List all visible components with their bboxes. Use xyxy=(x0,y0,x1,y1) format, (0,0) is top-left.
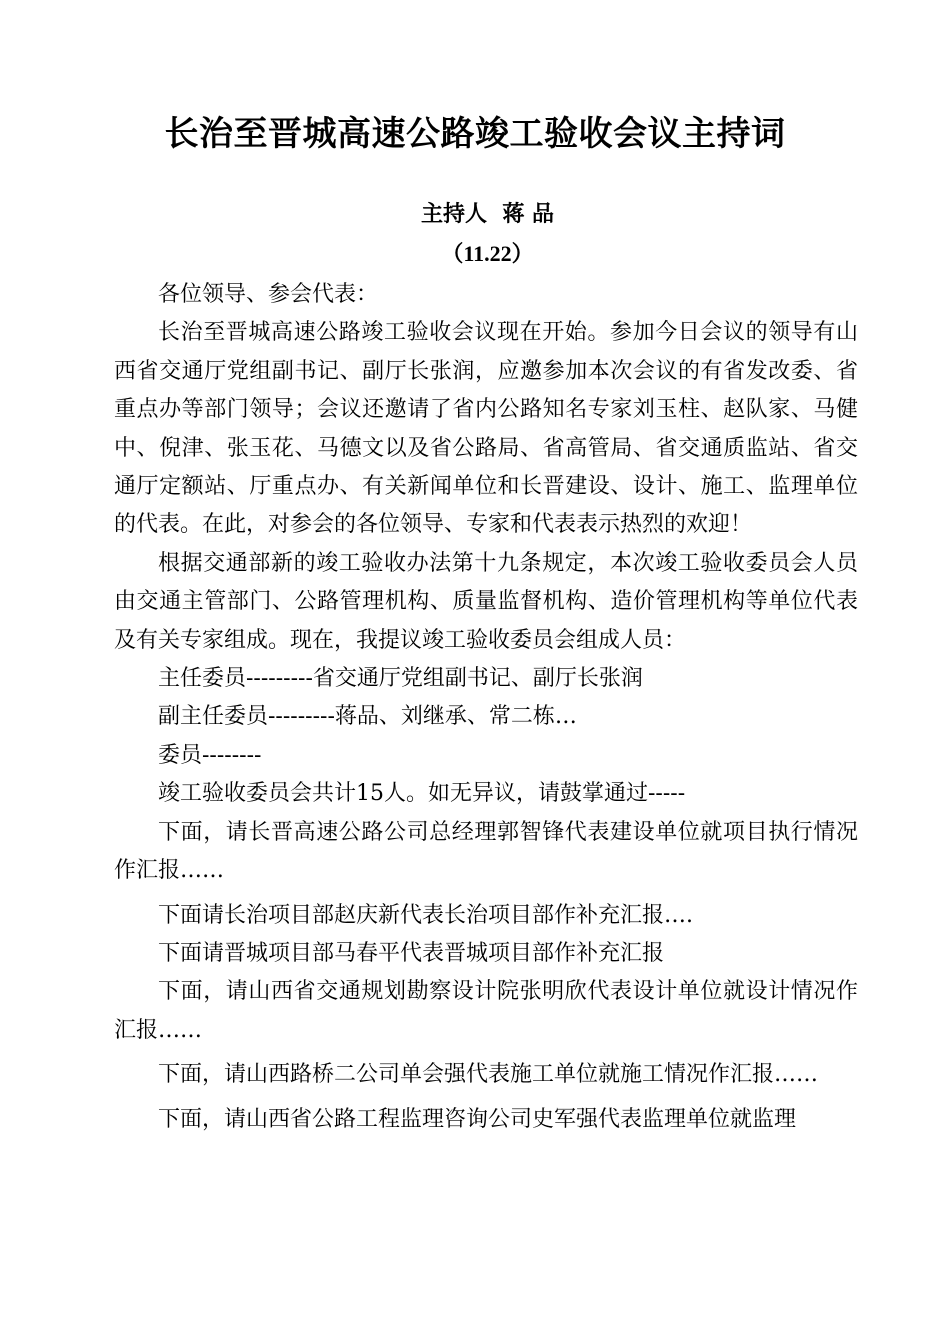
paragraph-supervision-report: 下面，请山西省公路工程监理咨询公司史军强代表监理单位就监理 xyxy=(158,1106,797,1132)
paragraph-design-report: 下面，请山西省交通规划勘察设计院张明欣代表设计单位就设计情况作汇报…… xyxy=(114,979,858,1043)
host-line: 主持人 蒋 品 xyxy=(421,201,554,227)
paragraph-jincheng-report: 下面请晋城项目部马春平代表晋城项目部作补充汇报 xyxy=(158,940,665,966)
paragraph-committee-proposal: 根据交通部新的竣工验收办法第十九条规定，本次竣工验收委员会人员由交通主管部门、公路管理机构、质量监督机构、造价管理机构等单位代表及有关专家组成。现在，我提议竣工验收委员会组成人员： xyxy=(114,550,858,653)
document-title: 长治至晋城高速公路竣工验收会议主持词 xyxy=(164,114,786,154)
paragraph-opening: 长治至晋城高速公路竣工验收会议现在开始。参加今日会议的领导有山西省交通厅党组副书记、副厅长张润，应邀参加本次会议的有省发改委、省重点办等部门领导；会议还邀请了省内公路知名专家刘玉柱、赵队家、马健中、倪津、张玉花、马德文以及省公路局、省高管局、省交通质监站、省交通厅定额站、厅重点办、有关新闻单位和长晋建设、设计、施工、监理单位的代表。在此，对参会的各位领导、专家和代表表示热烈的欢迎！ xyxy=(114,320,858,538)
document-body xyxy=(114,276,858,1139)
paragraph-greeting: 各位领导、参会代表： xyxy=(158,282,379,307)
paragraph-chair: 主任委员---------省交通厅党组副书记、副厅长张润 xyxy=(158,666,643,692)
paragraph-changzhi-report: 下面请长治项目部赵庆新代表长治项目部作补充汇报…. xyxy=(158,902,693,928)
paragraph-contractor-report: 下面，请山西路桥二公司单会强代表施工单位就施工情况作汇报…… xyxy=(158,1062,819,1088)
paragraph-members: 委员-------- xyxy=(158,742,262,768)
paragraph-vice-chair: 副主任委员---------蒋品、刘继承、常二栋… xyxy=(158,704,577,730)
date-line: （11.22） xyxy=(441,241,534,266)
paragraph-committee-total: 竣工验收委员会共计15人。如无异议，请鼓掌通过----- xyxy=(158,781,686,807)
paragraph-construction-report: 下面，请长晋高速公路公司总经理郭智锋代表建设单位就项目执行情况作汇报…… xyxy=(114,819,858,884)
